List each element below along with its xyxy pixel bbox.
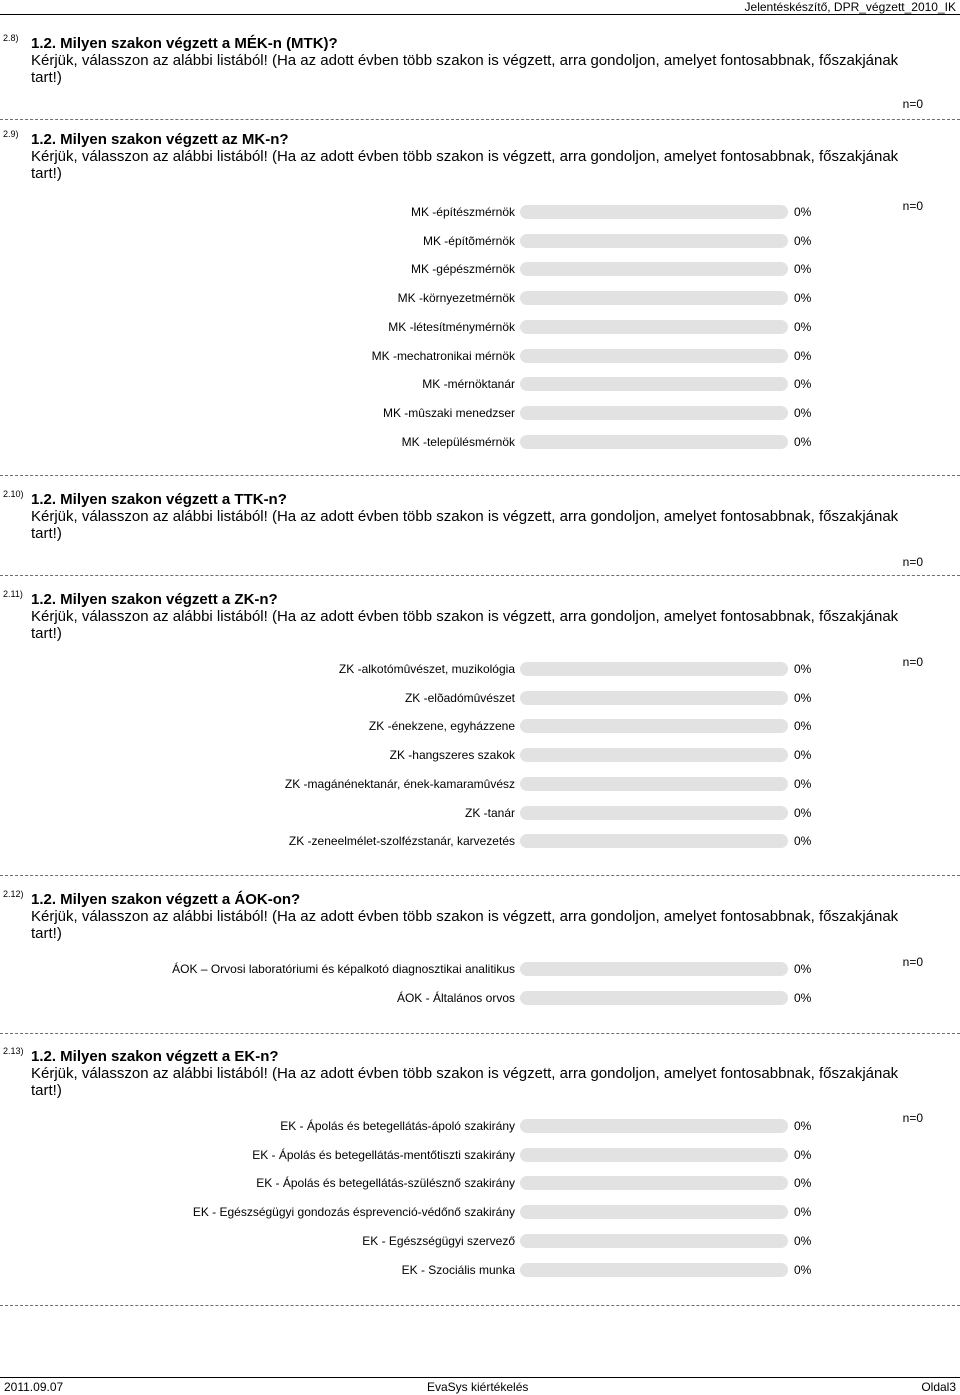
answer-row (0, 961, 960, 977)
section-separator (0, 1305, 960, 1306)
percentage-bar (520, 662, 788, 676)
answer-label: EK - Ápolás és betegellátás-mentőtiszti szakirány (252, 1148, 515, 1162)
response-count: n=0 (902, 555, 923, 569)
answer-label: MK -építészmérnök (410, 205, 515, 219)
percentage-bar (520, 406, 788, 420)
percentage-bar (520, 1148, 788, 1162)
question-instruction: Kérjük, válasszon az alábbi listából! (Ha az adott évben több szakon is végzett, arra gondoljon, amelyet fontosabbnak, főszakjának tart!) (31, 608, 899, 642)
percentage-value: 0% (794, 662, 812, 676)
answer-row (0, 348, 960, 364)
percentage-bar (520, 320, 788, 334)
answer-label: MK -mûszaki menedzser (382, 406, 515, 420)
percentage-value: 0% (794, 1263, 812, 1277)
answer-label: ZK -énekzene, egyházzene (368, 719, 515, 733)
question-title: 1.2. Milyen szakon végzett az MK-n? (31, 131, 289, 148)
percentage-bar (520, 1234, 788, 1248)
answer-label: EK - Szociális munka (401, 1263, 515, 1277)
percentage-bar (520, 1119, 788, 1133)
percentage-value: 0% (794, 291, 812, 305)
percentage-value: 0% (794, 991, 812, 1005)
percentage-value: 0% (794, 320, 812, 334)
question-title: 1.2. Milyen szakon végzett a MÉK-n (MTK)? (31, 35, 338, 52)
percentage-value: 0% (794, 262, 812, 276)
answer-row (0, 290, 960, 306)
percentage-value: 0% (794, 435, 812, 449)
percentage-value: 0% (794, 1205, 812, 1219)
percentage-value: 0% (794, 777, 812, 791)
response-count: n=0 (902, 97, 923, 111)
header-rule (0, 14, 960, 15)
answer-label: MK -környezetmérnök (397, 291, 515, 305)
footer-rule (0, 1377, 960, 1378)
answer-row (0, 1118, 960, 1134)
answer-label: MK -mérnöktanár (422, 377, 515, 391)
percentage-value: 0% (794, 962, 812, 976)
percentage-bar (520, 719, 788, 733)
question-instruction: Kérjük, válasszon az alábbi listából! (Ha az adott évben több szakon is végzett, arra gondoljon, amelyet fontosabbnak, főszakjának tart!) (31, 1065, 899, 1099)
question-title: 1.2. Milyen szakon végzett a TTK-n? (31, 491, 287, 508)
question-instruction: Kérjük, válasszon az alábbi listából! (Ha az adott évben több szakon is végzett, arra gondoljon, amelyet fontosabbnak, főszakjának tart!) (31, 508, 899, 542)
answer-row (0, 1233, 960, 1249)
answer-row (0, 319, 960, 335)
footer-center: EvaSys kiértékelés (427, 1380, 529, 1394)
percentage-value: 0% (794, 1119, 812, 1133)
answer-row (0, 376, 960, 392)
answer-row (0, 690, 960, 706)
answer-label: ÁOK – Orvosi laboratóriumi és képalkotó diagnosztikai analitikus (172, 962, 515, 976)
question-number: 2.8) (3, 33, 19, 43)
response-count: n=0 (902, 1111, 923, 1125)
percentage-bar (520, 234, 788, 248)
percentage-bar (520, 377, 788, 391)
percentage-value: 0% (794, 377, 812, 391)
percentage-bar (520, 435, 788, 449)
answer-row (0, 805, 960, 821)
percentage-bar (520, 962, 788, 976)
answer-label: MK -mechatronikai mérnök (371, 349, 515, 363)
percentage-value: 0% (794, 406, 812, 420)
percentage-bar (520, 691, 788, 705)
percentage-bar (520, 291, 788, 305)
answer-label: ZK -zeneelmélet-szolfézstanár, karvezetés (288, 834, 515, 848)
answer-row (0, 776, 960, 792)
section-separator (0, 875, 960, 876)
answer-row (0, 204, 960, 220)
percentage-bar (520, 262, 788, 276)
answer-label: ZK -magánénektanár, ének-kamaramûvész (284, 777, 515, 791)
question-number: 2.11) (3, 589, 23, 599)
answer-label: EK - Egészségügyi szervező (362, 1234, 515, 1248)
answer-row (0, 434, 960, 450)
answer-label: ZK -tanár (464, 806, 515, 820)
answer-row (0, 1204, 960, 1220)
question-number: 2.9) (3, 129, 19, 139)
answer-row (0, 261, 960, 277)
question-instruction: Kérjük, válasszon az alábbi listából! (Ha az adott évben több szakon is végzett, arra gondoljon, amelyet fontosabbnak, főszakjának tart!) (31, 52, 899, 86)
percentage-bar (520, 834, 788, 848)
response-count: n=0 (902, 199, 923, 213)
percentage-value: 0% (794, 691, 812, 705)
answer-row (0, 405, 960, 421)
answer-label: EK - Egészségügyi gondozás ésprevenció-védőnő szakirány (192, 1205, 515, 1219)
percentage-bar (520, 1176, 788, 1190)
percentage-bar (520, 777, 788, 791)
answer-label: ÁOK - Általános orvos (396, 991, 515, 1005)
answer-row (0, 661, 960, 677)
answer-row (0, 718, 960, 734)
answer-row (0, 233, 960, 249)
answer-row (0, 990, 960, 1006)
percentage-bar (520, 1205, 788, 1219)
footer-date: 2011.09.07 (4, 1380, 64, 1394)
question-title: 1.2. Milyen szakon végzett a EK-n? (31, 1048, 279, 1065)
section-separator (0, 475, 960, 476)
answer-label: MK -építõmérnök (422, 234, 515, 248)
percentage-value: 0% (794, 349, 812, 363)
answer-row (0, 1147, 960, 1163)
response-count: n=0 (902, 955, 923, 969)
answer-label: MK -gépészmérnök (410, 262, 515, 276)
percentage-value: 0% (794, 748, 812, 762)
answer-label: ZK -alkotómûvészet, muzikológia (338, 662, 515, 676)
section-separator (0, 1033, 960, 1034)
question-title: 1.2. Milyen szakon végzett a ÁOK-on? (31, 891, 301, 908)
percentage-value: 0% (794, 1148, 812, 1162)
percentage-value: 0% (794, 806, 812, 820)
response-count: n=0 (902, 655, 923, 669)
answer-label: EK - Ápolás és betegellátás-szülésznő szakirány (256, 1176, 515, 1190)
question-number: 2.13) (3, 1046, 24, 1056)
answer-label: ZK -elõadómûvészet (404, 691, 515, 705)
percentage-bar (520, 205, 788, 219)
answer-label: ZK -hangszeres szakok (389, 748, 515, 762)
answer-label: MK -létesítménymérnök (388, 320, 515, 334)
percentage-value: 0% (794, 205, 812, 219)
answer-row (0, 1175, 960, 1191)
question-title: 1.2. Milyen szakon végzett a ZK-n? (31, 591, 278, 608)
section-separator (0, 119, 960, 120)
percentage-value: 0% (794, 719, 812, 733)
percentage-bar (520, 748, 788, 762)
percentage-value: 0% (794, 1176, 812, 1190)
answer-label: EK - Ápolás és betegellátás-ápoló szakirány (280, 1119, 515, 1133)
question-instruction: Kérjük, válasszon az alábbi listából! (Ha az adott évben több szakon is végzett, arra gondoljon, amelyet fontosabbnak, főszakjának tart!) (31, 908, 899, 942)
percentage-bar (520, 991, 788, 1005)
footer-page: Oldal3 (921, 1380, 956, 1394)
section-separator (0, 575, 960, 576)
percentage-value: 0% (794, 234, 812, 248)
percentage-bar (520, 806, 788, 820)
percentage-bar (520, 1263, 788, 1277)
answer-row (0, 1262, 960, 1278)
question-instruction: Kérjük, válasszon az alábbi listából! (Ha az adott évben több szakon is végzett, arra gondoljon, amelyet fontosabbnak, főszakjának tart!) (31, 148, 899, 182)
percentage-value: 0% (794, 1234, 812, 1248)
answer-row (0, 747, 960, 763)
percentage-value: 0% (794, 834, 812, 848)
question-number: 2.10) (3, 489, 24, 499)
report-header: Jelentéskészítő, DPR_végzett_2010_IK (744, 0, 956, 14)
question-number: 2.12) (3, 889, 24, 899)
percentage-bar (520, 349, 788, 363)
answer-row (0, 833, 960, 849)
answer-label: MK -településmérnök (401, 435, 515, 449)
